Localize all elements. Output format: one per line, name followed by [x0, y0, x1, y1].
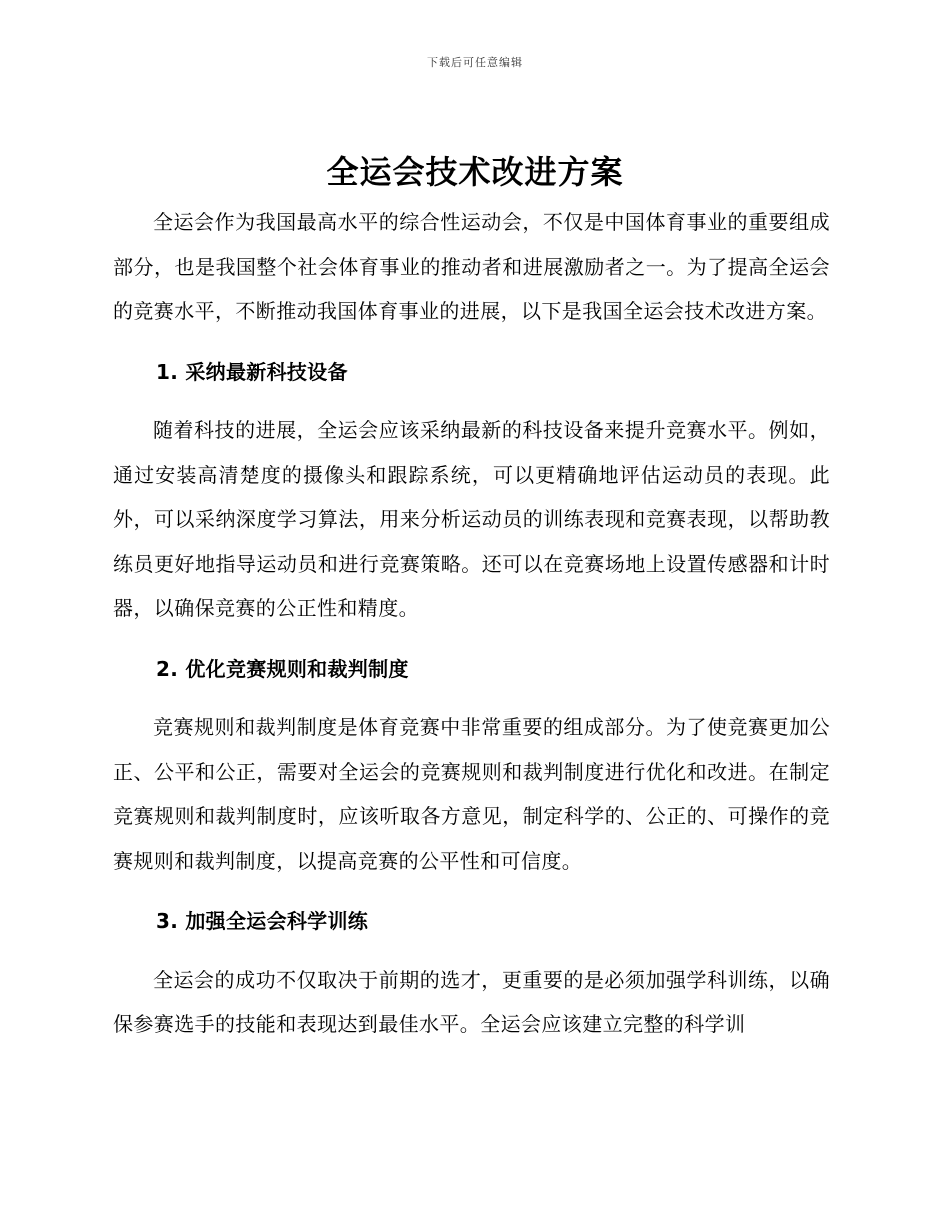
section-heading-1: 1. 采纳最新科技设备 [156, 359, 348, 384]
header-note: 下载后可任意编辑 [427, 56, 523, 69]
document-body [113, 200, 830, 1047]
section-paragraph-2: 竞赛规则和裁判制度是体育竞赛中非常重要的组成部分。为了使竞赛更加公正、公平和公正，需要对全运会的竞赛规则和裁判制度进行优化和改进。在制定竞赛规则和裁判制度时，应该听取各方意见，制定科学的、公正的、可操作的竞赛规则和裁判制度，以提高竞赛的公平性和可信度。 [113, 715, 830, 873]
section-heading-3: 3. 加强全运会科学训练 [156, 909, 369, 933]
section-paragraph-1: 随着科技的进展，全运会应该采纳最新的科技设备来提升竞赛水平。例如，通过安装高清楚度的摄像头和跟踪系统，可以更精确地评估运动员的表现。此外，可以采纳深度学习算法，用来分析运动员的训练表现和竞赛表现，以帮助教练员更好地指导运动员和进行竞赛策略。还可以在竞赛场地上设置传感器和计时器，以确保竞赛的公正性和精度。 [113, 418, 830, 620]
section-heading-2: 2. 优化竞赛规则和裁判制度 [156, 656, 409, 681]
section-paragraph-3: 全运会的成功不仅取决于前期的选才，更重要的是必须加强学科训练，以确保参赛选手的技能和表现达到最佳水平。全运会应该建立完整的科学训 [113, 967, 830, 1036]
document-title: 全运会技术改进方案 [326, 153, 624, 191]
intro-paragraph: 全运会作为我国最高水平的综合性运动会，不仅是中国体育事业的重要组成部分，也是我国整个社会体育事业的推动者和进展激励者之一。为了提高全运会的竞赛水平，不断推动我国体育事业的进展，以下是我国全运会技术改进方案。 [113, 210, 830, 323]
